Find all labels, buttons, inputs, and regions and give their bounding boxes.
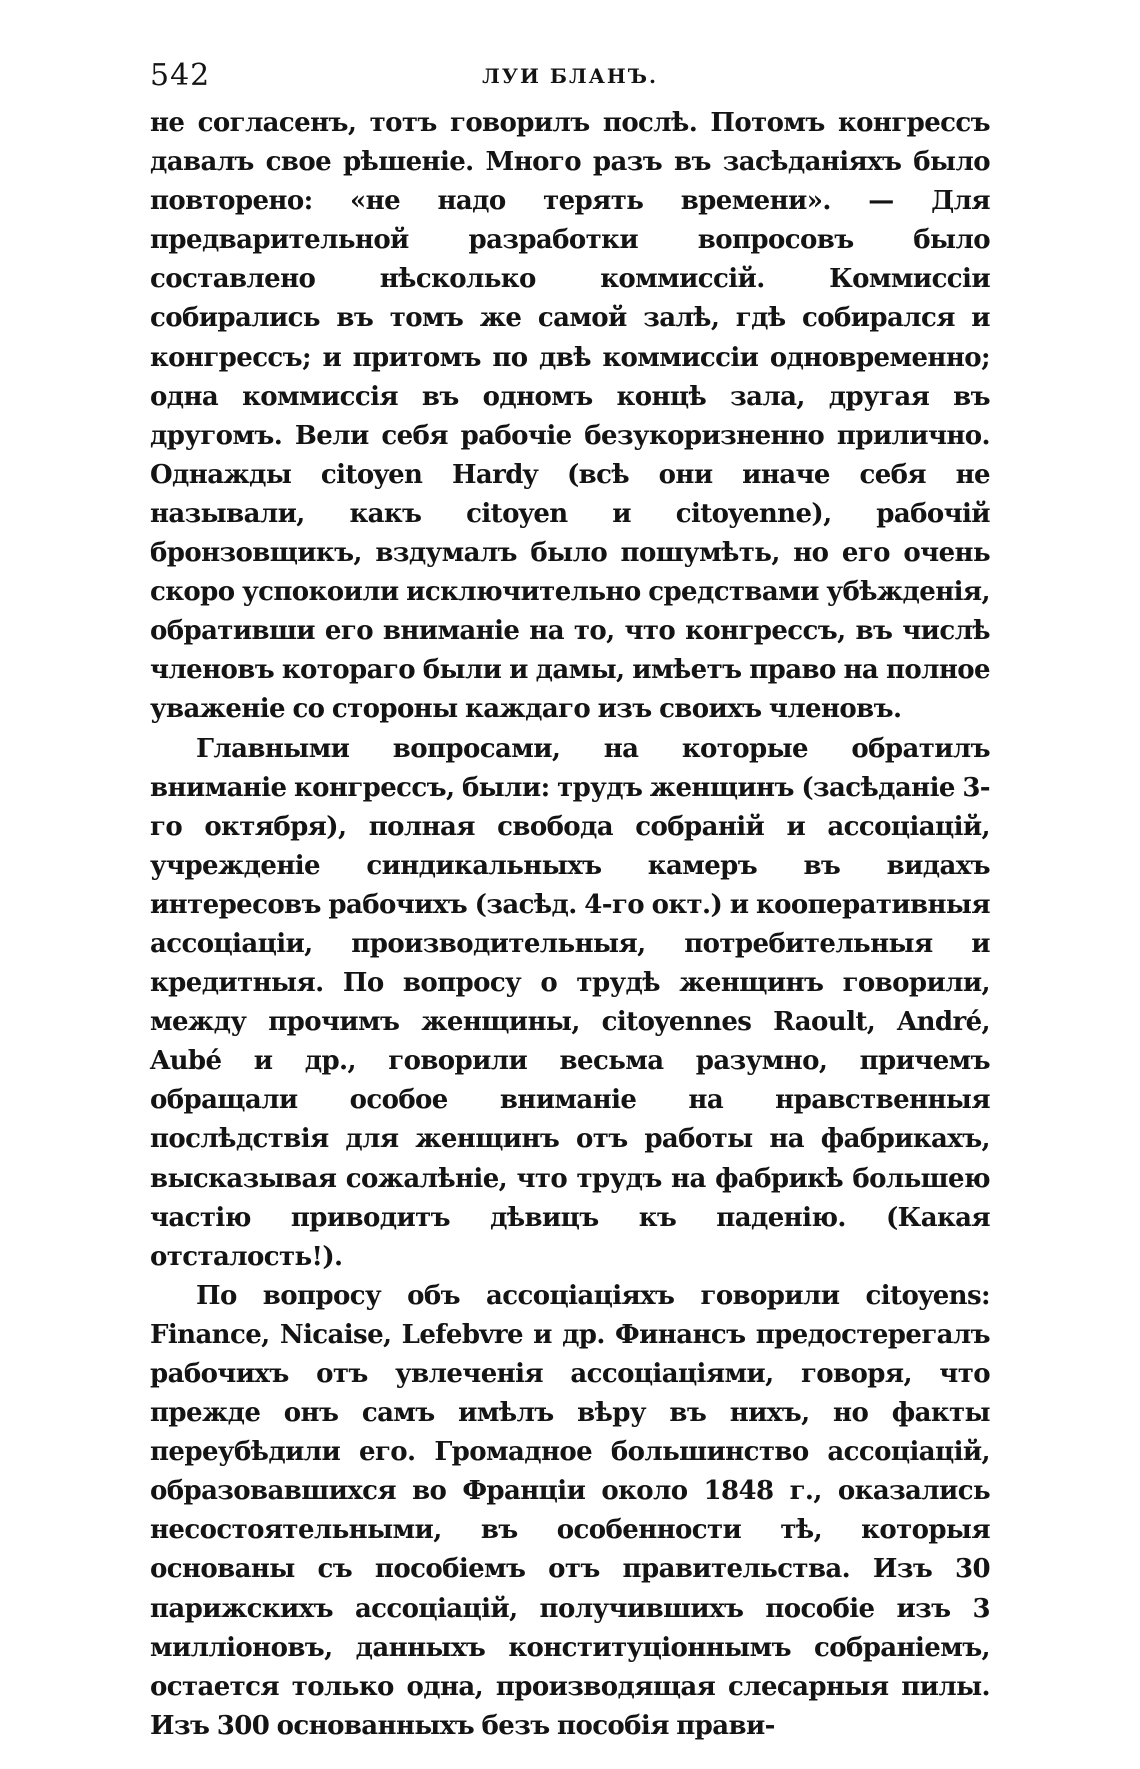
page-header xyxy=(150,56,990,96)
paragraph-3: По вопросу объ ассоціаціяхъ говорили citoyens: Finance, Nicaise, Lefebvre и др. Финансъ предостерегалъ рабочихъ отъ увлеченія ассоціаціями, говоря, что прежде онъ самъ имѣлъ вѣру въ нихъ, но факты переубѣдили его. Громадное большинство ассоціацій, образовавшихся во Франціи около 1848 г., оказались несостоятельными, въ особенности тѣ, которыя основаны съ пособіемъ отъ правительства. Изъ 30 парижскихъ ассоціацій, получившихъ пособіе изъ 3 милліоновъ, данныхъ конституціоннымъ собраніемъ, остается только одна, производящая слесарныя пилы. Изъ 300 основанныхъ безъ пособія прави- xyxy=(150,1280,990,1741)
body-text xyxy=(150,104,990,1741)
running-title: ЛУИ БЛАНЪ. xyxy=(482,64,658,88)
paragraph-1: не согласенъ, тотъ говорилъ послѣ. Потомъ конгрессъ давалъ свое рѣшеніе. Много разъ въ засѣданіяхъ было повторено: «не надо терять времени». — Для предварительной разработки вопросовъ было составлено нѣсколько коммиссій. Коммиссіи собирались въ томъ же самой залѣ, гдѣ собирался и конгрессъ; и притомъ по двѣ коммиссіи одновременно; одна коммиссія въ одномъ концѣ зала, другая въ другомъ. Вели себя рабочіе безукоризненно прилично. Однажды citoyen Hardy (всѣ они иначе себя не называли, какъ citoyen и citoyenne), рабочій бронзовщикъ, вздумалъ было пошумѣть, но его очень скоро успокоили исключительно средствами убѣжденія, обративши его вниманіе на то, что конгрессъ, въ числѣ членовъ котораго были и дамы, имѣетъ право на полное уваженіе со стороны каждаго изъ своихъ членовъ. xyxy=(150,108,990,725)
page-number: 542 xyxy=(150,58,211,93)
paragraph-2: Главными вопросами, на которые обратилъ вниманіе конгрессъ, были: трудъ женщинъ (засѣданіе 3-го октября), полная свобода собраній и ассоціацій, учрежденіе синдикальныхъ камеръ въ видахъ интересовъ рабочихъ (засѣд. 4-го окт.) и кооперативныя ассоціаціи, производительныя, потребительныя и кредитныя. По вопросу о трудѣ женщинъ говорили, между прочимъ женщины, citoyennes Raoult, André, Aubé и др., говорили весьма разумно, причемъ обращали особое вниманіе на нравственныя послѣдствія для женщинъ отъ работы на фабрикахъ, высказывая сожалѣніе, что трудъ на фабрикѣ большею частію приводитъ дѣвицъ къ паденію. (Какая отсталость!). xyxy=(150,733,990,1272)
